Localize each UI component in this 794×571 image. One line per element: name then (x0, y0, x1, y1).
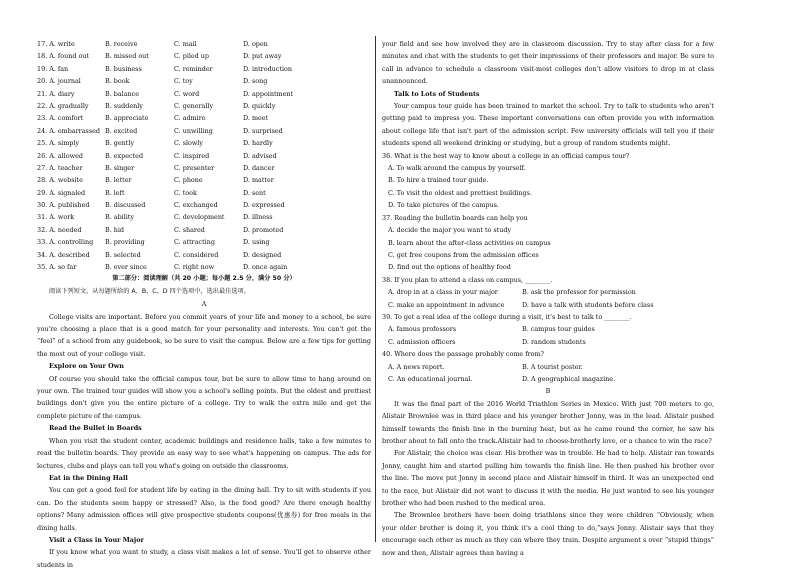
option-a: 17. A. write (37, 40, 75, 48)
option-c: C. piled up (174, 52, 210, 61)
option-d: D. illness (243, 213, 273, 222)
option-d: D. song (243, 77, 268, 86)
option-c: C. mail (174, 40, 197, 48)
paragraph: The Brownlee brothers have been doing triathlons since they were children “Obviously, when your older brother is doing it, you think it's a cool thing to do,”says Jonny. Alistair says that they encourage each other as much as they can where they train. Despite argument s over “stupid things” now and then, Alistair agrees than having a (382, 511, 714, 557)
option-b: B. book (105, 77, 130, 86)
cloze-option-row (37, 38, 371, 50)
option-a: 22. A. gradually (37, 101, 89, 110)
option-d: D. designed (243, 250, 282, 259)
option-b: B. providing (105, 238, 145, 247)
question-38: 38. If you plan to attend a class on campus, ________. (382, 275, 553, 284)
option-a: 35. A. so far (37, 263, 77, 272)
option-b: B. letter (105, 176, 132, 185)
option-c: C. admire (174, 114, 206, 123)
option-b: B. gently (105, 139, 134, 148)
cloze-option-row (37, 236, 371, 248)
option-a: 18. A. found out (37, 52, 89, 61)
option: C. To visit the oldest and prettiest buildings. (388, 188, 532, 197)
option-b: B. ever since (105, 263, 147, 272)
option-d: D. dancer (243, 163, 275, 172)
option-d: D. expressed (243, 201, 285, 210)
option-d: D. appointment (243, 89, 294, 98)
question-36: 36. What is the best way to know about a college in an official campus tour? (382, 151, 630, 160)
option-c: C. slowly (174, 139, 204, 148)
option-c: C. development (174, 213, 225, 222)
option-row (382, 336, 714, 348)
option-a: 25. A. simply (37, 139, 80, 148)
option-a: 20. A. journal (37, 77, 81, 86)
option-d: D. advised (243, 151, 277, 160)
paragraph: It was the final part of the 2016 World Triathlon Series in Mexico. With just 700 meters to go, Alistair Brownlee was in third place and his younger brother Jonny, was in the lead. Alistair pushed himself towards the finish line in the burning heat, but as he came round the corner, he saw his brother about to fall onto the track.Alistair had to choose-brotherly love, or a chance to win the race? (382, 399, 714, 445)
left-column (37, 38, 371, 571)
option-a: 19. A. fan (37, 64, 69, 73)
option: D. find out the options of healthy food (388, 263, 511, 272)
cloze-option-row (37, 249, 371, 261)
option-d: D. open (243, 40, 268, 48)
paragraph: your field and see how involved they are in classroom discussion. Try to stay after class for a few minutes and chat with the students to get their impressions of their professors and major. Be sure to call in advance to schedule a classroom visit-most colleges don't allow visitors to drop in at class unannounced. (382, 40, 714, 86)
option: D. To take pictures of the campus. (388, 201, 499, 210)
option-b: B. expected (105, 151, 144, 160)
paragraph: Your campus tour guide has been trained to market the school. Try to talk to students who aren't getting paid to impress you. These important conversations can often provide you with information about college life that isn't part of the admission script. Few university officials will tell you if their students spend all weekend drinking or studying, but a group of random students might. (382, 102, 714, 148)
section-heading: 第二部分：阅读理解（共 20 小题；每小题 2.5 分，满分 50 分） (112, 275, 296, 283)
subheading: Visit a Class in Your Major (49, 535, 144, 544)
option-c: C. presenter (174, 163, 215, 172)
option: C. admission officers (388, 337, 456, 346)
option-c: C. generally (174, 101, 214, 110)
question-40: 40. Where does the passage probably come from? (382, 350, 544, 359)
option-a: 28. A. website (37, 176, 83, 185)
cloze-option-row (37, 174, 371, 186)
option-a: 23. A. comfort (37, 114, 84, 123)
option-d: D. hardly (243, 139, 273, 148)
option-d: D. surprised (243, 126, 283, 135)
option-c: C. exchanged (174, 201, 218, 210)
option-c: C. took (174, 188, 197, 197)
cloze-option-row (37, 211, 371, 223)
option-a: 21. A. diary (37, 89, 75, 98)
option-c: C. inspired (174, 151, 210, 160)
option-row (382, 373, 714, 385)
cloze-option-row (37, 261, 371, 273)
option-a: 32. A. needed (37, 225, 82, 234)
option-c: C. attracting (174, 238, 215, 247)
option-c: C. right now (174, 263, 215, 272)
option: C. get free coupons from the admission offices (388, 250, 539, 259)
paragraph: If you know what you want to study, a class visit makes a lot of sense. You'll get to observe other students in (37, 548, 371, 569)
option-c: C. reminder (174, 64, 213, 73)
option-b: B. excited (105, 126, 138, 135)
option-d: D. quickly (243, 101, 276, 110)
option: B. To hire a trained tour guide. (388, 176, 489, 185)
option-c: C. considered (174, 250, 219, 259)
option-row (382, 286, 714, 298)
option-c: C. unwilling (174, 126, 213, 135)
option-b: B. appreciate (105, 114, 149, 123)
option-a: 30. A. published (37, 201, 90, 210)
option-d: D. sent (243, 188, 266, 197)
option: D. A geographical magazine. (522, 374, 616, 383)
option-b: B. singer (105, 163, 135, 172)
option-a: 31. A. work (37, 213, 75, 222)
option: A. To walk around the campus by yourself. (388, 164, 526, 173)
option-a: 24. A. embarrassed (37, 126, 100, 135)
cloze-option-row (37, 187, 371, 199)
option: B. A tourist poster. (522, 362, 583, 371)
option-a: 29. A. signaled (37, 188, 86, 197)
option: A. drop in at a class in your major (388, 288, 498, 297)
option: B. learn about the after-class activities on campus (388, 238, 551, 247)
passage-b-label: B (545, 387, 551, 396)
option-a: 27. A. teacher (37, 163, 83, 172)
option-b: B. receive (105, 40, 138, 48)
option-d: D. using (243, 238, 270, 247)
subheading: Eat in the Dining Hall (49, 473, 128, 482)
option-b: B. ability (105, 213, 134, 222)
option-c: C. toy (174, 77, 193, 86)
option-row (382, 323, 714, 335)
cloze-option-row (37, 224, 371, 236)
option-b: B. left (105, 188, 125, 197)
passage-a-label: A (201, 300, 207, 309)
option: D. have a talk with students before class (522, 300, 654, 309)
option-b: B. hid (105, 225, 125, 234)
subheading: Read the Bullet in Boards (49, 424, 142, 433)
subheading: Explore on Your Own (49, 362, 124, 371)
option-row (382, 361, 714, 373)
option: A. famous professors (388, 325, 457, 334)
cloze-option-row (37, 150, 371, 162)
option-row (382, 299, 714, 311)
option: C. An educational journal. (388, 374, 473, 383)
option: B. campus tour guides (522, 325, 595, 334)
cloze-option-row (37, 88, 371, 100)
option-c: C. shared (174, 225, 205, 234)
option-b: B. missed out (105, 52, 149, 61)
option-d: D. meet (243, 114, 269, 123)
cloze-option-row (37, 125, 371, 137)
paragraph: For Alistair, the choice was clear. His brother was in trouble. He had to help. Alistair ran towards Jonny, caught him and started pulling him towards the finish line. He then pushed his brother over the line. The move put Jonny in second place and Alistair himself in third. It was an unexpected end to the race, but Alistair did not want to discuss it with the media. He just wanted to see his younger brother who had been rushed to the medical area. (382, 449, 714, 508)
option: D. random students (522, 337, 586, 346)
cloze-option-row (37, 63, 371, 75)
cloze-option-row (37, 100, 371, 112)
paragraph: You can get a good feel for student life by eating in the dining hall. Try to sit with students if you can. Do the students seem happy or stressed? Also, is the food good? Are there enough healthy options? Many admission offices will give prospective students coupons(优惠券) for free meals in the dining halls. (37, 486, 371, 532)
option: A. decide the major you want to study (388, 226, 512, 235)
option: C. make an appointment in advance (388, 300, 505, 309)
option: A. A news report. (388, 362, 445, 371)
paragraph: College visits are important. Before you commit years of your life and money to a school, be sure you're choosing a place that is a good match for your personality and interests. You can't get the “feel” of a school from any guidebook, so be sure to visit the campus. Below are a few tips for getting the most out of your college visit. (37, 312, 371, 358)
cloze-option-row (37, 162, 371, 174)
right-column (382, 38, 714, 559)
option-b: B. suddenly (105, 101, 143, 110)
option-a: 34. A. described (37, 250, 90, 259)
cloze-option-row (37, 50, 371, 62)
option-c: C. word (174, 89, 200, 98)
cloze-option-row (37, 75, 371, 87)
option-b: B. balance (105, 89, 139, 98)
option-a: 33. A. controlling (37, 238, 94, 247)
option-d: D. once again (243, 263, 288, 272)
option: B. ask the professor for permission (522, 288, 636, 297)
option-b: B. discussed (105, 201, 146, 210)
cloze-options-list (37, 38, 371, 273)
option-b: B. selected (105, 250, 141, 259)
subheading: Talk to Lots of Students (394, 89, 480, 98)
section-instruction: 阅读下列短文，从每题所给的 A、B、C、D 四个选项中，选出最佳选项。 (49, 287, 250, 295)
option-b: B. business (105, 64, 142, 73)
cloze-option-row (37, 199, 371, 211)
column-divider (375, 36, 376, 542)
cloze-option-row (37, 137, 371, 149)
cloze-option-row (37, 112, 371, 124)
option-c: C. phone (174, 176, 203, 185)
paragraph: Of course you should take the official campus tour, but be sure to allow time to hang around on your own. The trained tour guides will show you a school's selling points. But the oldest and prettiest buildings don't give you the entire picture of a college. Try to walk the extra mile and get the complete picture of the campus. (37, 374, 371, 420)
option-d: D. matter (243, 176, 274, 185)
option-d: D. put away (243, 52, 282, 61)
question-39: 39. To get a real idea of the college during a visit, it's best to talk to ________. (382, 312, 632, 321)
question-37: 37. Reading the bulletin boards can help you (382, 213, 528, 222)
option-d: D. introduction (243, 64, 292, 73)
option-d: D. promoted (243, 225, 284, 234)
paragraph: When you visit the student center, academic buildings and residence halls, take a few minutes to read the bulletin boards. They provide an easy way to see what's happening on campus. The ads for lectures, clubs and plays can tell you what's going on outside the classrooms. (37, 436, 371, 470)
option-a: 26. A. allowed (37, 151, 83, 160)
